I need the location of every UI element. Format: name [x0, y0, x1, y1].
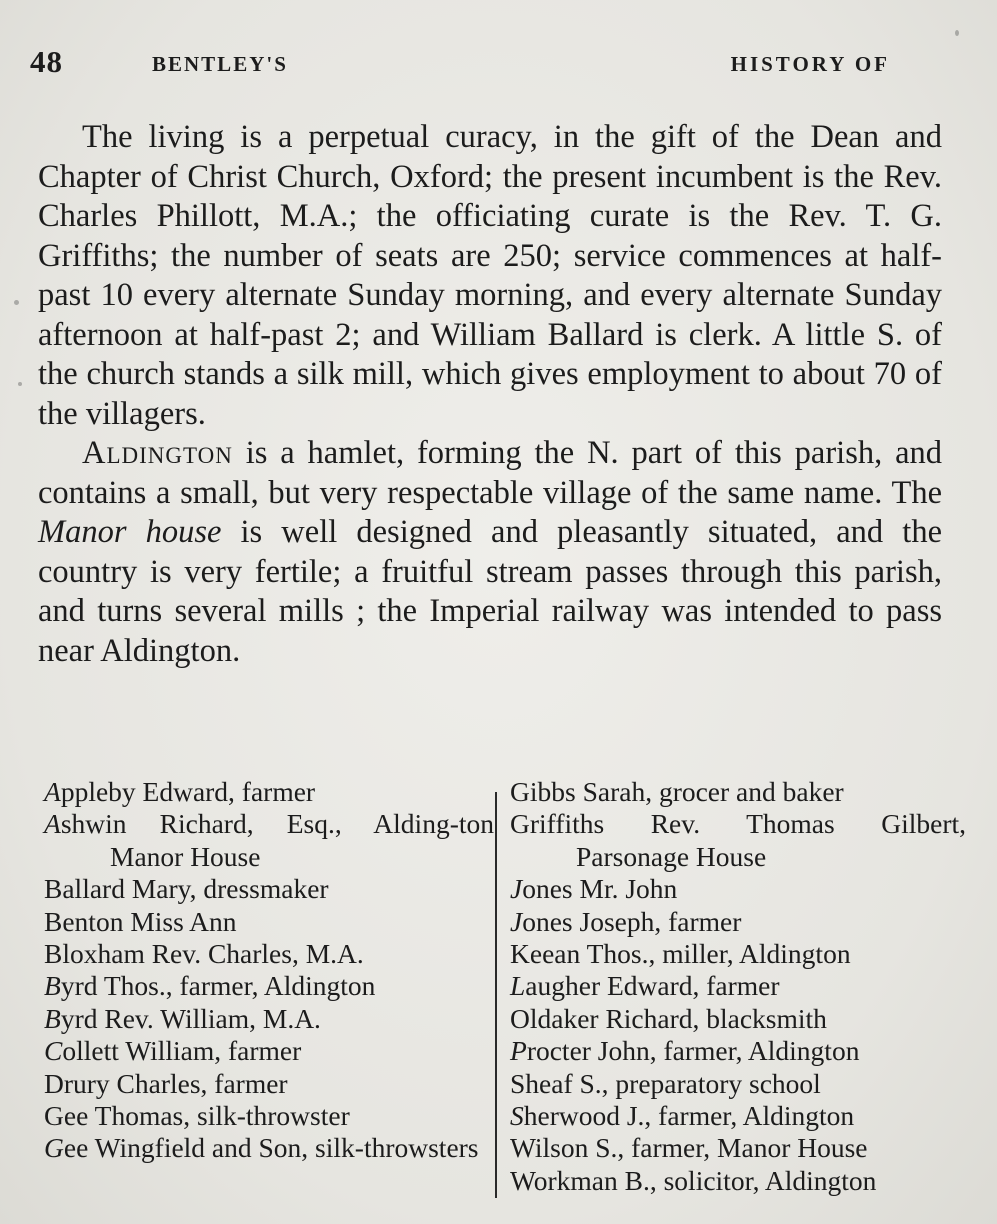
directory-entry: [40, 1035, 494, 1067]
directory-entry: [40, 1068, 494, 1100]
entry-text: Bloxham Rev. Charles, M.A.: [44, 938, 364, 970]
directory-entry: [506, 1003, 966, 1035]
column-divider: [495, 792, 497, 1198]
entry-initial: B: [44, 970, 61, 1002]
directory-entry: [40, 1132, 494, 1164]
body-text: [38, 118, 942, 671]
page-header: [30, 44, 890, 80]
paper-blemish: [955, 30, 959, 36]
entry-text: Sheaf S., preparatory school: [510, 1067, 821, 1099]
entry-initial: P: [510, 1035, 527, 1067]
directory-entry: [506, 808, 966, 873]
directory-entry: [40, 1003, 494, 1035]
aldington-lead: Aldington: [82, 435, 233, 471]
aldington-text-2: is well designed and pleasantly situated, and the country is very fertile; a fruitful stream passes through this parish, and turns several mills ; the Imperial railway was intended to pass near Aldington.: [38, 514, 942, 669]
entry-text: Gibbs Sarah, grocer and baker: [510, 776, 844, 807]
entry-text: ones Mr. John: [522, 873, 678, 905]
entry-text: yrd Rev. William, M.A.: [60, 1002, 321, 1034]
entry-text: Wilson S., farmer, Manor House: [510, 1132, 868, 1164]
entry-text: rocter John, farmer, Aldington: [526, 1035, 860, 1067]
running-head-right: HISTORY OF: [730, 52, 890, 76]
page-number: 48: [30, 44, 63, 79]
directory-entry: [506, 1035, 966, 1067]
entry-text: ones Joseph, farmer: [522, 905, 742, 937]
directory-entry: [506, 938, 966, 970]
entry-text: Workman B., solicitor, Aldington: [510, 1164, 877, 1196]
entry-initial: B: [44, 1002, 61, 1034]
entry-initial: J: [510, 873, 523, 905]
entry-text: Drury Charles, farmer: [44, 1067, 288, 1099]
directory-entry: [40, 776, 494, 808]
entry-initial: A: [44, 776, 61, 807]
directory-right-column: [506, 776, 966, 1197]
entry-text: Griffiths Rev. Thomas Gilbert, Parsonage House: [510, 808, 966, 872]
directory-entry: [40, 938, 494, 970]
entry-text: herwood J., farmer, Aldington: [523, 1100, 855, 1132]
directory-entry: [506, 970, 966, 1002]
entry-initial: C: [44, 1035, 63, 1067]
entry-text: yrd Thos., farmer, Aldington: [60, 970, 376, 1002]
directory-entry: [506, 1100, 966, 1132]
directory-entry: [40, 970, 494, 1002]
running-head-left: BENTLEY'S: [152, 52, 288, 76]
paper-blemish: [14, 300, 19, 305]
entry-text: augher Edward, farmer: [525, 970, 780, 1002]
entry-text: Keean Thos., miller, Aldington: [510, 938, 851, 970]
entry-initial: L: [510, 970, 526, 1002]
paper-blemish: [18, 382, 22, 386]
paragraph-aldington: [38, 434, 942, 671]
directory-entry: [40, 906, 494, 938]
manor-house-emphasis: Manor house: [38, 514, 222, 550]
entry-text: ppleby Edward, farmer: [60, 776, 316, 807]
directory-entry: [506, 1132, 966, 1164]
entry-text: shwin Richard, Esq., Alding-ton Manor House: [60, 808, 494, 872]
paragraph-living: The living is a perpetual curacy, in the gift of the Dean and Chapter of Christ Church, Oxford; the present incumbent is the Rev. Charles Phillott, M.A.; the officiating curate is the Rev. T. G. Griffiths; the number of seats are 250; service commences at half-past 10 every alternate Sunday morning, and every alternate Sunday afternoon at half-past 2; and William Ballard is clerk. A little S. of the church stands a silk mill, which gives employment to about 70 of the villagers.: [38, 119, 942, 432]
entry-text: Gee Thomas, silk-throwster: [44, 1100, 350, 1132]
entry-initial: S: [510, 1100, 524, 1132]
directory-entry: [40, 873, 494, 905]
entry-text: Benton Miss Ann: [44, 905, 237, 937]
directory-entry: [506, 776, 966, 808]
entry-text: ee Wingfield and Son, silk-throwsters: [63, 1132, 479, 1164]
directory-entry: [506, 873, 966, 905]
entry-initial: J: [510, 905, 523, 937]
aldington-text-1: is a hamlet, forming the N. part of this parish, and contains a small, but very respectable village of the same name. The: [38, 435, 942, 511]
directory-entry: [40, 1100, 494, 1132]
directory-entry: [506, 906, 966, 938]
entry-initial: G: [44, 1132, 64, 1164]
entry-text: ollett William, farmer: [62, 1035, 302, 1067]
entry-initial: A: [44, 808, 61, 840]
directory-entry: [506, 1068, 966, 1100]
entry-text: Ballard Mary, dressmaker: [44, 873, 329, 905]
directory-entry: [506, 1165, 966, 1197]
directory-left-column: [40, 776, 494, 1165]
entry-text: Oldaker Richard, blacksmith: [510, 1002, 827, 1034]
residents-directory: [40, 776, 965, 1216]
directory-entry: [40, 808, 494, 873]
